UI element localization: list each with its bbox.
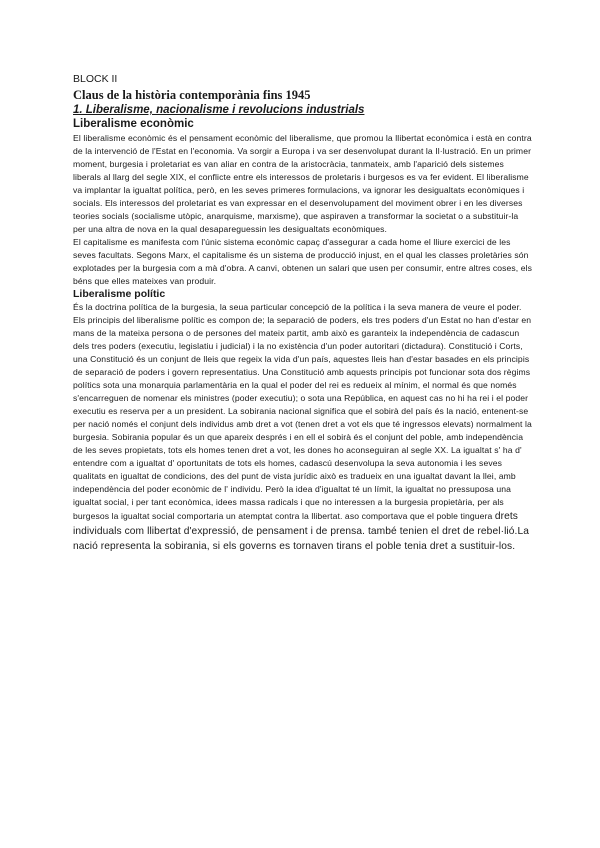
paragraph-political-doctrine: És la doctrina política de la burgesia, la seua particular concepció de la política i la seva manera de veure el poder. bbox=[73, 302, 522, 312]
section-heading: 1. Liberalisme, nacionalisme i revolucions industrials bbox=[73, 104, 365, 116]
document-title: Claus de la història contemporània fins 1945 bbox=[73, 88, 311, 102]
paragraph-political-principles-body: Els principis del liberalisme polític es compon de; la separació de poders, els tres poders d'un Estat no han d'estar en mans de la mateixa persona o de persones del mateix partit, amb això es garanteix la independència de cadascun dels tres poders (executiu, legislatiu i judicial) i la no existència d'un poder autoritari (dictadura). Constitució i Corts, una Constitució és un conjunt de lleis que regeix la vida d'un país, aquestes lleis han d'estar basades en els principis de separació de poders i govern representatius. Una Constitució amb aquests principis pot funcionar sota dos règims polítics sota una monarquia parlamentària en la qual el poder del rei es redueix al mínim, el normal és que només s'encarreguen de nomenar els ministres (poder executiu); o sota una República, en aquest cas no hi ha rei i el poder executiu es reserva per a un president. La sobirania nacional significa que el sobirà del país és la nació, entenent-se per nació només el conjunt dels individus amb dret a vot (tenen dret a vot els que té ingressos elevats) normalment la burgesia. Sobirania popular és un que apareix després i en ell el sobirà és el conjunt del poble, amb independència de les seves propietats, tots els homes tenen dret a vot, les dones ho aconseguiran al segle XX. La igualtat s' ha d' entendre com a igualtat d' oportunitats de tots els homes, cadascú desenvolupa la seva autonomia i les seves qualitats en igualtat de condicions, des del punt de vista jurídic això es tradueix en una igualtat davant la llei, amb independència del poder econòmic de l' individu. Però la idea d'igualtat té un límit, la igualtat no pressuposa una igualtat social, i per tant econòmica, idees massa radicals i que no interessen a la burgesia propietària, per als burgesos la igualtat social comportaria un atemptat contra la llibertat. aso comportava que el poble tinguera bbox=[73, 315, 532, 521]
block-label: BLOCK II bbox=[73, 73, 118, 85]
paragraph-political-principles-tail: drets individuals com llibertat d'expressió, de pensament i de prensa. també tenien el dret de rebel·lió.La nació representa la sobirania, si els governs es tornaven tirans el poble tenia dret a sustituir-los. bbox=[73, 511, 530, 552]
paragraph-capitalism: El capitalisme es manifesta com l'únic sistema econòmic capaç d'assegurar a cada home el lliure exercici de les seves facultats. Segons Marx, el capitalisme és un sistema de producció injust, en el qual les classes proletàries són explotades per la burgesia com a mà d'obra. A canvi, obtenen un salari que usen per consumir, entre altres coses, els béns que elles mateixes van produir. bbox=[73, 237, 533, 286]
subheading-economic-liberalism: Liberalisme econòmic bbox=[73, 118, 194, 130]
document-page bbox=[73, 72, 533, 554]
paragraph-political-principles bbox=[73, 314, 533, 554]
subheading-political-liberalism: Liberalisme polític bbox=[73, 288, 166, 300]
paragraph-economic-liberalism: El liberalisme econòmic és el pensament econòmic del liberalisme, que promou la llibertat econòmica i està en contra de la intervenció de l'Estat en l'economia. Va sorgir a Europa i va ser desenvolupat durant la Il·lustració. En un primer moment, burgesia i proletariat es van aliar en contra de la aristocràcia, tanmateix, amb l'aparició dels sistemes liberals al llarg del segle XIX, el conflicte entre els interessos de proletaris i burgesos es va fer evident. El liberalisme va implantar la igualtat política, però, en les seves primeres formulacions, va ignorar les desigualtats econòmiques i socials. Els interessos del proletariat es van expressar en el desenvolupament del moviment obrer i en les diverses teories socials (socialisme utòpic, anarquisme, marxisme), que aspiraven a transformar la societat o a substituir-la per una altra de nova en la qual desapareguessin les desigualtats econòmiques. bbox=[73, 133, 532, 234]
